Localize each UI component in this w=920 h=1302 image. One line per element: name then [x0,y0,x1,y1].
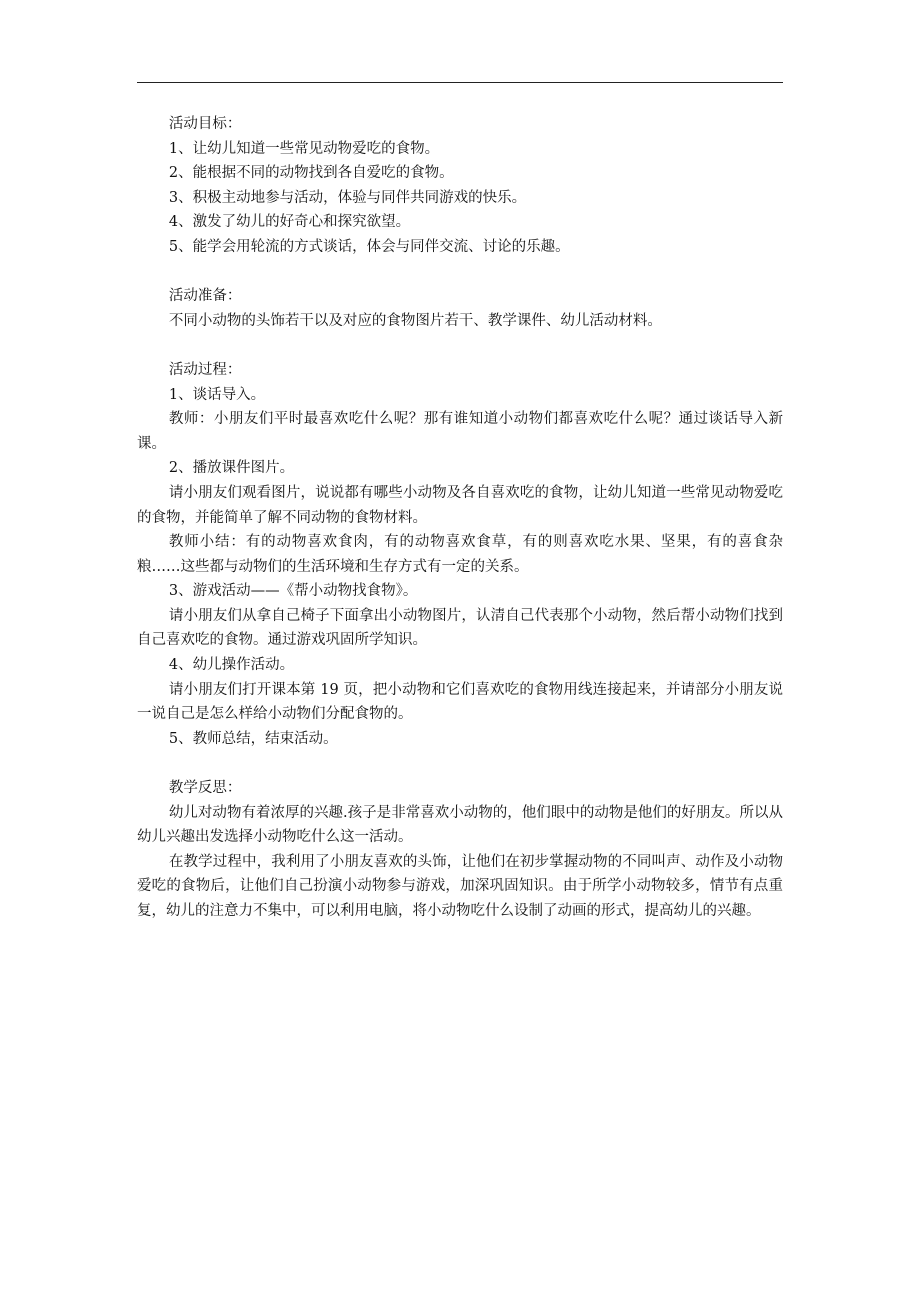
process-step: 教师小结：有的动物喜欢食肉，有的动物喜欢食草，有的则喜欢吃水果、坚果，有的喜食杂粮……这些都与动物们的生活环境和生存方式有一定的关系。 [137,534,783,575]
process-step: 5、教师总结，结束活动。 [168,730,338,747]
header-rule [137,82,783,83]
process-step: 1、谈话导入。 [168,386,266,403]
goal-item: 4、激发了幼儿的好奇心和探究欲望。 [168,214,411,231]
preparation-text: 不同小动物的头饰若干以及对应的食物图片若干、教学课件、幼儿活动材料。 [168,312,662,329]
reflection-paragraph: 在教学过程中，我利用了小朋友喜欢的头饰，让他们在初步掌握动物的不同叫声、动作及小动物爱吃的食物后，让他们自己扮演小动物参与游戏，加深巩固知识。由于所学小动物较多，情节有点重复，幼儿的注意力不集中，可以利用电脑，将小动物吃什么设制了动画的形式，提高幼儿的兴趣。 [137,853,783,919]
goal-item: 2、能根据不同的动物找到各自爱吃的食物。 [168,165,454,182]
process-step: 请小朋友们观看图片，说说都有哪些小动物及各自喜欢吃的食物，让幼儿知道一些常见动物爱吃的食物，并能简单了解不同动物的食物材料。 [137,484,783,526]
process-step: 3、游戏活动——《帮小动物找食物》。 [168,583,418,600]
goal-item: 5、能学会用轮流的方式谈话，体会与同伴交流、讨论的乐趣。 [168,238,570,255]
goal-item: 3、积极主动地参与活动，体验与同伴共同游戏的快乐。 [168,189,527,206]
document-body [137,112,783,948]
process-step: 2、播放课件图片。 [168,460,295,477]
section-heading-process: 活动过程： [168,361,242,378]
section-heading-reflection: 教学反思： [168,780,242,797]
reflection-paragraph: 幼儿对动物有着浓厚的兴趣.孩子是非常喜欢小动物的，他们眼中的动物是他们的好朋友。所以从幼儿兴趣出发选择小动物吃什么这一活动。 [137,804,783,846]
section-heading-preparation: 活动准备： [168,288,242,305]
process-step: 4、幼儿操作活动。 [168,657,295,674]
section-reflection [137,776,783,924]
goal-item: 1、让幼儿知道一些常见动物爱吃的食物。 [168,140,440,157]
process-step: 请小朋友们从拿自己椅子下面拿出小动物图片，认清自己代表那个小动物，然后帮小动物们找到自己喜欢吃的食物。通过游戏巩固所学知识。 [137,607,783,649]
process-step: 请小朋友们打开课本第 19 页，把小动物和它们喜欢吃的食物用线连接起来，并请部分小朋友说一说自己是怎么样给小动物们分配食物的。 [137,681,783,723]
section-heading-goals: 活动目标： [168,116,242,132]
section-preparation [137,284,783,333]
section-goals [137,112,783,260]
section-process [137,358,783,752]
process-step: 教师：小朋友们平时最喜欢吃什么呢？那有谁知道小动物们都喜欢吃什么呢？通过谈话导入新课。 [137,411,783,452]
